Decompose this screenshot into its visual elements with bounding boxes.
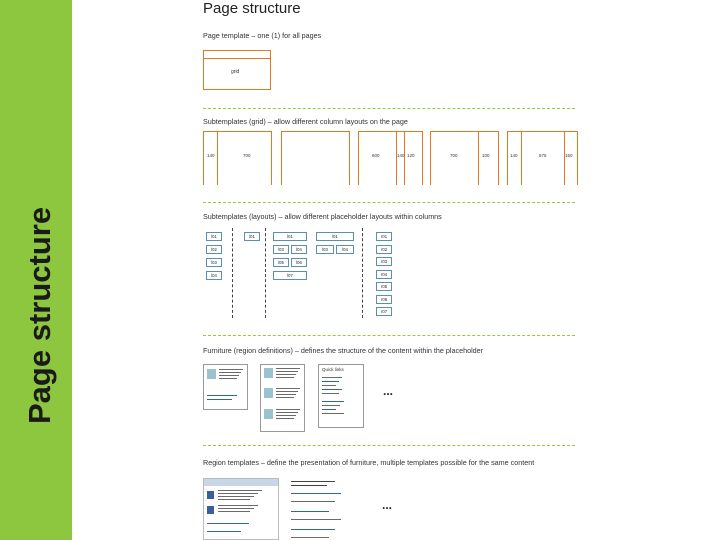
grid-1-split-1	[217, 131, 218, 185]
grid-3-split-1	[396, 131, 397, 185]
grid-3-label-1: 600	[372, 153, 380, 158]
region-text-line	[218, 511, 250, 512]
grid-3-right	[422, 131, 423, 185]
region-list-line	[291, 529, 335, 530]
furniture-text-line	[276, 415, 296, 416]
region-text-line	[218, 493, 258, 494]
layout-1-box: l02	[206, 245, 222, 254]
layout-4-box: l01	[316, 232, 354, 241]
furniture-text-line	[219, 369, 243, 370]
region-heading-line	[291, 481, 335, 482]
grid-label: grid	[231, 69, 240, 75]
grid-5-right	[577, 131, 578, 185]
grid-3-top	[358, 131, 422, 132]
grid-1-label-1: 140	[207, 153, 215, 158]
layout-5-box: r01	[376, 232, 392, 241]
grid-5-split-1	[521, 131, 522, 185]
furniture-list-line	[322, 385, 336, 386]
grid-5-top	[507, 131, 577, 132]
region-text-line	[218, 505, 258, 506]
furniture-card-2	[260, 364, 305, 432]
furniture-list-line	[322, 393, 339, 394]
grid-4-left	[430, 131, 431, 185]
grid-2-left	[281, 131, 282, 185]
region-list-line	[291, 493, 341, 494]
page-template-heading: Page template – one (1) for all pages	[203, 31, 322, 40]
furniture-text-line	[219, 378, 237, 379]
furniture-link-line	[207, 395, 237, 396]
grid-4-top	[430, 131, 498, 132]
furniture-thumb	[207, 369, 216, 379]
page-title: Page structure	[203, 0, 301, 17]
furniture-card-1	[203, 364, 248, 410]
grid-1-left	[203, 131, 204, 185]
grid-1-right	[271, 131, 272, 185]
furniture-card-title: Quick links	[322, 367, 344, 372]
region-list-line	[291, 501, 335, 502]
layout-5-box: r07	[376, 307, 392, 316]
grid-5-label-1: 140	[510, 153, 518, 158]
grid-3-label-2: 140	[397, 153, 405, 158]
divider-2	[203, 202, 575, 203]
grid-3-split-2	[404, 131, 405, 185]
furniture-list-line	[322, 409, 336, 410]
furniture-list-line	[322, 377, 342, 378]
layout-4-box: l04	[336, 245, 354, 254]
region-header-bar	[204, 479, 278, 486]
page-template-header-line	[203, 58, 271, 59]
grid-1-top	[203, 131, 271, 132]
layout-1-box: l01	[206, 232, 222, 241]
grid-2-right	[349, 131, 350, 185]
layout-4-box: l03	[316, 245, 334, 254]
furniture-text-line	[276, 418, 294, 419]
region-template-2	[288, 478, 368, 540]
furniture-text-line	[276, 368, 300, 369]
furniture-ellipsis: ...	[383, 384, 394, 398]
furniture-text-line	[276, 409, 300, 410]
layout-separator-2	[265, 228, 266, 318]
grid-5-label-3: 150	[565, 153, 573, 158]
furniture-text-line	[276, 371, 298, 372]
page-template-box	[203, 50, 271, 90]
layout-1-box: l03	[206, 258, 222, 267]
grid-subtemplates-heading: Subtemplates (grid) – allow different column layouts on the page	[203, 117, 408, 126]
layout-3-box: l05	[273, 258, 289, 267]
furniture-text-line	[219, 372, 241, 373]
furniture-thumb	[264, 409, 273, 419]
divider-4	[203, 445, 575, 446]
furniture-text-line	[276, 374, 296, 375]
grid-4-right	[498, 131, 499, 185]
region-thumb	[207, 491, 214, 499]
furniture-link-line	[207, 399, 232, 400]
layout-1-box: l04	[206, 271, 222, 280]
region-text-line	[218, 490, 262, 491]
region-ellipsis: ...	[382, 498, 393, 512]
layout-separator-3	[362, 228, 363, 318]
grid-1-label-2: 700	[243, 153, 251, 158]
region-list-line	[291, 537, 329, 538]
layout-subtemplates-heading: Subtemplates (layouts) – allow different placeholder layouts within columns	[203, 212, 442, 221]
grid-5-label-2: 575	[539, 153, 547, 158]
region-link-line	[207, 523, 249, 524]
grid-5-split-2	[564, 131, 565, 185]
region-link-line	[207, 531, 241, 532]
region-template-1	[203, 478, 279, 540]
grid-3-label-3: 120	[407, 153, 415, 158]
divider-3	[203, 335, 575, 336]
furniture-list-line	[322, 381, 339, 382]
grid-5-left	[507, 131, 508, 185]
furniture-text-line	[276, 377, 294, 378]
region-heading-line	[291, 485, 327, 486]
furniture-thumb	[264, 388, 273, 398]
grid-2-top	[281, 131, 349, 132]
layout-3-box: l01	[273, 232, 307, 241]
region-list-line	[291, 511, 329, 512]
grid-4-label-2: 100	[482, 153, 490, 158]
layout-5-box: r02	[376, 245, 392, 254]
region-templates-heading: Region templates – define the presentation of furniture, multiple templates possible for the same content	[203, 458, 535, 467]
layout-3-box: l03	[273, 245, 289, 254]
region-thumb	[207, 506, 214, 514]
furniture-list-line	[322, 401, 344, 402]
region-text-line	[218, 499, 250, 500]
furniture-thumb	[264, 368, 273, 378]
region-text-line	[218, 496, 254, 497]
furniture-card-3	[318, 364, 364, 428]
grid-3-left	[358, 131, 359, 185]
grid-4-split-1	[478, 131, 479, 185]
layout-5-box: r04	[376, 270, 392, 279]
furniture-text-line	[219, 375, 239, 376]
layout-3-box: l07	[273, 271, 307, 280]
furniture-text-line	[276, 391, 298, 392]
furniture-text-line	[276, 394, 296, 395]
region-text-line	[218, 508, 254, 509]
divider-1	[203, 108, 575, 109]
furniture-list-line	[322, 389, 342, 390]
layout-3-box: l06	[291, 258, 307, 267]
furniture-list-line	[322, 405, 340, 406]
furniture-text-line	[276, 412, 298, 413]
layout-separator-1	[232, 228, 233, 318]
layout-5-box: r05	[376, 282, 392, 291]
grid-4-label-1: 700	[450, 153, 458, 158]
layout-5-box: r03	[376, 257, 392, 266]
furniture-text-line	[276, 397, 294, 398]
furniture-heading: Furniture (region definitions) – defines the structure of the content within the placeholder	[203, 346, 484, 355]
layout-2-box: l01	[244, 232, 260, 241]
region-list-line	[291, 519, 341, 520]
layout-3-box: l04	[291, 245, 307, 254]
furniture-text-line	[276, 388, 300, 389]
furniture-list-line	[322, 413, 344, 414]
layout-5-box: r06	[376, 295, 392, 304]
